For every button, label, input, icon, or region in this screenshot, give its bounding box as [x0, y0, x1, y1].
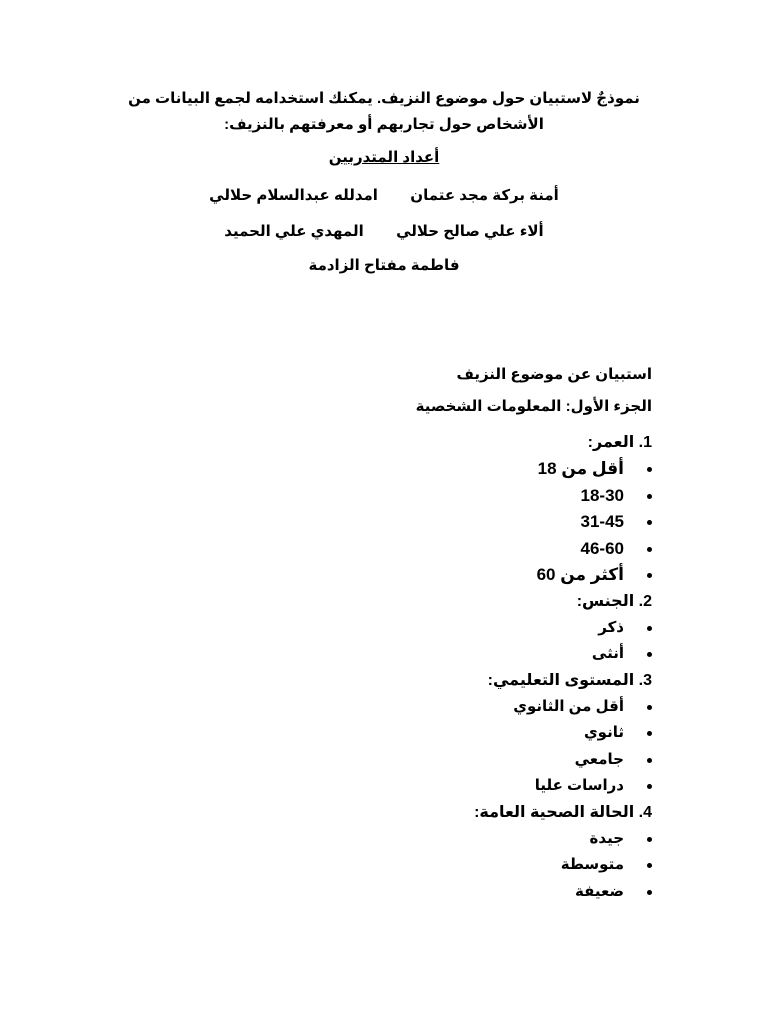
bullet-icon: [647, 837, 652, 842]
question-list: [232, 430, 652, 905]
option-list: [232, 615, 652, 668]
option-text: 18-30: [580, 485, 624, 505]
question-label: [232, 668, 652, 694]
option-list: [232, 694, 652, 800]
option-item: [232, 826, 652, 853]
bullet-icon: [647, 573, 652, 578]
option-item: [232, 456, 652, 483]
option-text: ذكر: [598, 618, 624, 636]
prepared-by-title-text: أعداد المتدربين: [328, 149, 440, 166]
option-text: ضعيفة: [575, 882, 624, 900]
trainee-names-row-2: [100, 222, 668, 240]
option-text: جامعي: [574, 750, 624, 768]
option-item: [232, 536, 652, 563]
option-text: أقل من 18: [537, 459, 624, 478]
question-text: المستوى التعليمي:: [487, 671, 635, 689]
intro-line-2: الأشخاص حول تجاربهم أو معرفتهم بالنزيف:: [224, 116, 544, 133]
bullet-icon: [647, 626, 652, 631]
option-text: أنثى: [591, 645, 624, 662]
survey-section: [232, 364, 652, 905]
option-item: [232, 852, 652, 879]
bullet-icon: [647, 467, 652, 472]
bullet-icon: [647, 890, 652, 895]
option-item: [232, 641, 652, 668]
trainee-name: ألاء علي صالح حلالي: [396, 223, 544, 240]
prepared-by-title: [100, 148, 668, 166]
survey-title: استبيان عن موضوع النزيف: [456, 366, 652, 383]
option-text: دراسات عليا: [534, 777, 624, 794]
option-text: متوسطة: [560, 856, 624, 873]
question-number: 2.: [638, 592, 652, 610]
bullet-icon: [647, 784, 652, 789]
trainee-name: المهدي علي الحميد: [224, 223, 364, 240]
trainee-names-row-3: [100, 256, 668, 274]
option-list: [232, 456, 652, 589]
option-text: جيدة: [589, 829, 624, 847]
question-number: 4.: [638, 803, 652, 821]
option-text: 46-60: [580, 538, 624, 558]
question-text: العمر:: [587, 434, 635, 451]
question-text: الجنس:: [576, 592, 635, 610]
question-education: [232, 668, 652, 800]
question-age: [232, 430, 652, 589]
option-item: [232, 615, 652, 642]
option-item: [232, 773, 652, 800]
option-item: [232, 562, 652, 589]
option-item: [232, 694, 652, 721]
option-list: [232, 826, 652, 906]
question-number: 3.: [638, 671, 652, 689]
option-item: [232, 509, 652, 536]
intro-line-1: نموذجٌ لاستبيان حول موضوع النزيف. يمكنك استخدامه لجمع البيانات من: [128, 90, 640, 107]
trainee-name: أمنة بركة مجد عتمان: [410, 187, 559, 204]
bullet-icon: [647, 731, 652, 736]
option-text: ثانوي: [583, 724, 624, 741]
bullet-icon: [647, 494, 652, 499]
bullet-icon: [647, 758, 652, 763]
question-number: 1.: [638, 434, 652, 451]
option-text: 31-45: [580, 512, 624, 531]
question-label: [232, 589, 652, 615]
part-1-title: الجزء الأول: المعلومات الشخصية: [415, 398, 652, 415]
bullet-icon: [647, 863, 652, 868]
option-item: [232, 747, 652, 774]
option-text: أقل من الثانوي: [513, 697, 624, 715]
option-text: أكثر من 60: [536, 565, 624, 584]
option-item: [232, 879, 652, 906]
trainee-name: فاطمة مفتاح الزادمة: [308, 257, 460, 274]
bullet-icon: [647, 520, 652, 525]
question-gender: [232, 589, 652, 668]
intro-paragraph: [100, 86, 668, 138]
option-item: [232, 483, 652, 510]
trainee-name: امدلله عبدالسلام حلالي: [209, 187, 378, 204]
question-text: الحالة الصحية العامة:: [474, 803, 635, 821]
question-label: [232, 430, 652, 456]
bullet-icon: [647, 705, 652, 710]
question-health: [232, 800, 652, 906]
option-item: [232, 720, 652, 747]
bullet-icon: [647, 547, 652, 552]
question-label: [232, 800, 652, 826]
trainee-names-row-1: [100, 186, 668, 204]
bullet-icon: [647, 652, 652, 657]
